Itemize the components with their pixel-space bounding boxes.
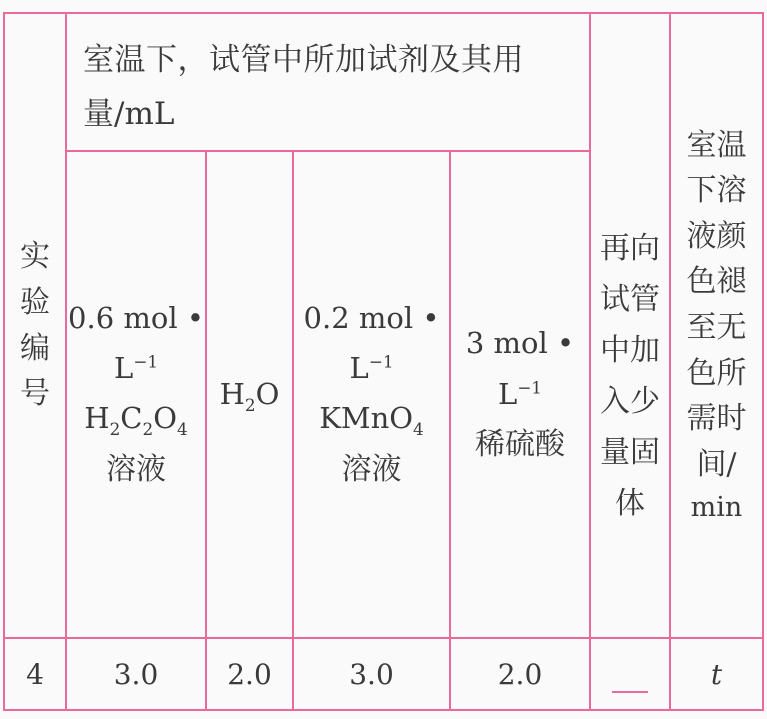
reagents-title-line1: 室温下，试管中所加试剂及其用	[83, 42, 524, 78]
time-header-line: 色所	[686, 355, 747, 391]
header-h2o	[207, 152, 292, 637]
solid-header-line: 试管	[600, 281, 660, 317]
time-header-line: 至无	[686, 309, 747, 345]
row-solid-blank	[591, 639, 669, 709]
time-header-line: min	[690, 492, 743, 524]
h2o-formula: $H_2O$	[219, 377, 280, 415]
header-exp-no	[5, 14, 65, 637]
solid-header-line: 再向	[600, 230, 660, 266]
h2so4-conc: 3 mol •	[465, 326, 575, 361]
answer-blank	[612, 690, 648, 693]
time-header-line: 液颜	[686, 218, 747, 254]
rule-bottom	[3, 709, 763, 711]
reagents-title-line2: 量/mL	[83, 96, 175, 132]
header-solid	[591, 14, 669, 637]
header-h2so4	[451, 152, 589, 637]
header-kmno4	[294, 152, 449, 637]
header-reagents-title	[67, 14, 589, 150]
time-header-line: 需时	[686, 401, 747, 437]
row-kmno4: 3.0	[349, 657, 394, 691]
kmno4-unit: $L^{-1}$	[349, 351, 394, 386]
time-header-line: 色褪	[686, 264, 747, 300]
kmno4-conc: 0.2 mol •	[303, 300, 440, 335]
solid-header-line: 量固	[600, 434, 660, 470]
h2c2o4-label: 溶液	[106, 452, 166, 488]
row-exp-no: 4	[26, 657, 44, 691]
rule-v7	[762, 12, 764, 711]
header-time	[671, 14, 762, 637]
header-exp-no-text	[20, 234, 50, 416]
exp-no-char: 实	[20, 239, 50, 275]
exp-no-char: 号	[20, 376, 50, 412]
row-h2so4: 2.0	[497, 657, 543, 691]
h2c2o4-formula: $H_2C_2O_4$	[84, 401, 188, 440]
kmno4-label: 溶液	[341, 452, 402, 488]
time-header-line: 室温	[686, 127, 747, 163]
exp-no-char: 编	[20, 330, 50, 366]
row-h2o: 2.0	[227, 657, 272, 691]
time-header-line: 间/	[696, 446, 737, 482]
solid-header-line: 中加	[600, 332, 660, 368]
h2so4-label: 稀硫酸	[474, 426, 565, 462]
kmno4-formula: KMnO$_4$	[319, 401, 424, 440]
exp-no-char: 验	[20, 284, 50, 320]
h2so4-unit: $L^{-1}$	[497, 376, 543, 411]
h2c2o4-conc: 0.6 mol •	[68, 300, 204, 335]
solid-header-line: 体	[615, 485, 645, 521]
header-h2c2o4	[67, 152, 205, 637]
h2c2o4-unit: $L^{-1}$	[113, 351, 159, 386]
solid-header-line: 入少	[600, 383, 660, 419]
row-time: t	[710, 657, 723, 691]
row-h2c2o4: 3.0	[113, 657, 159, 691]
time-header-line: 下溶	[686, 173, 747, 209]
